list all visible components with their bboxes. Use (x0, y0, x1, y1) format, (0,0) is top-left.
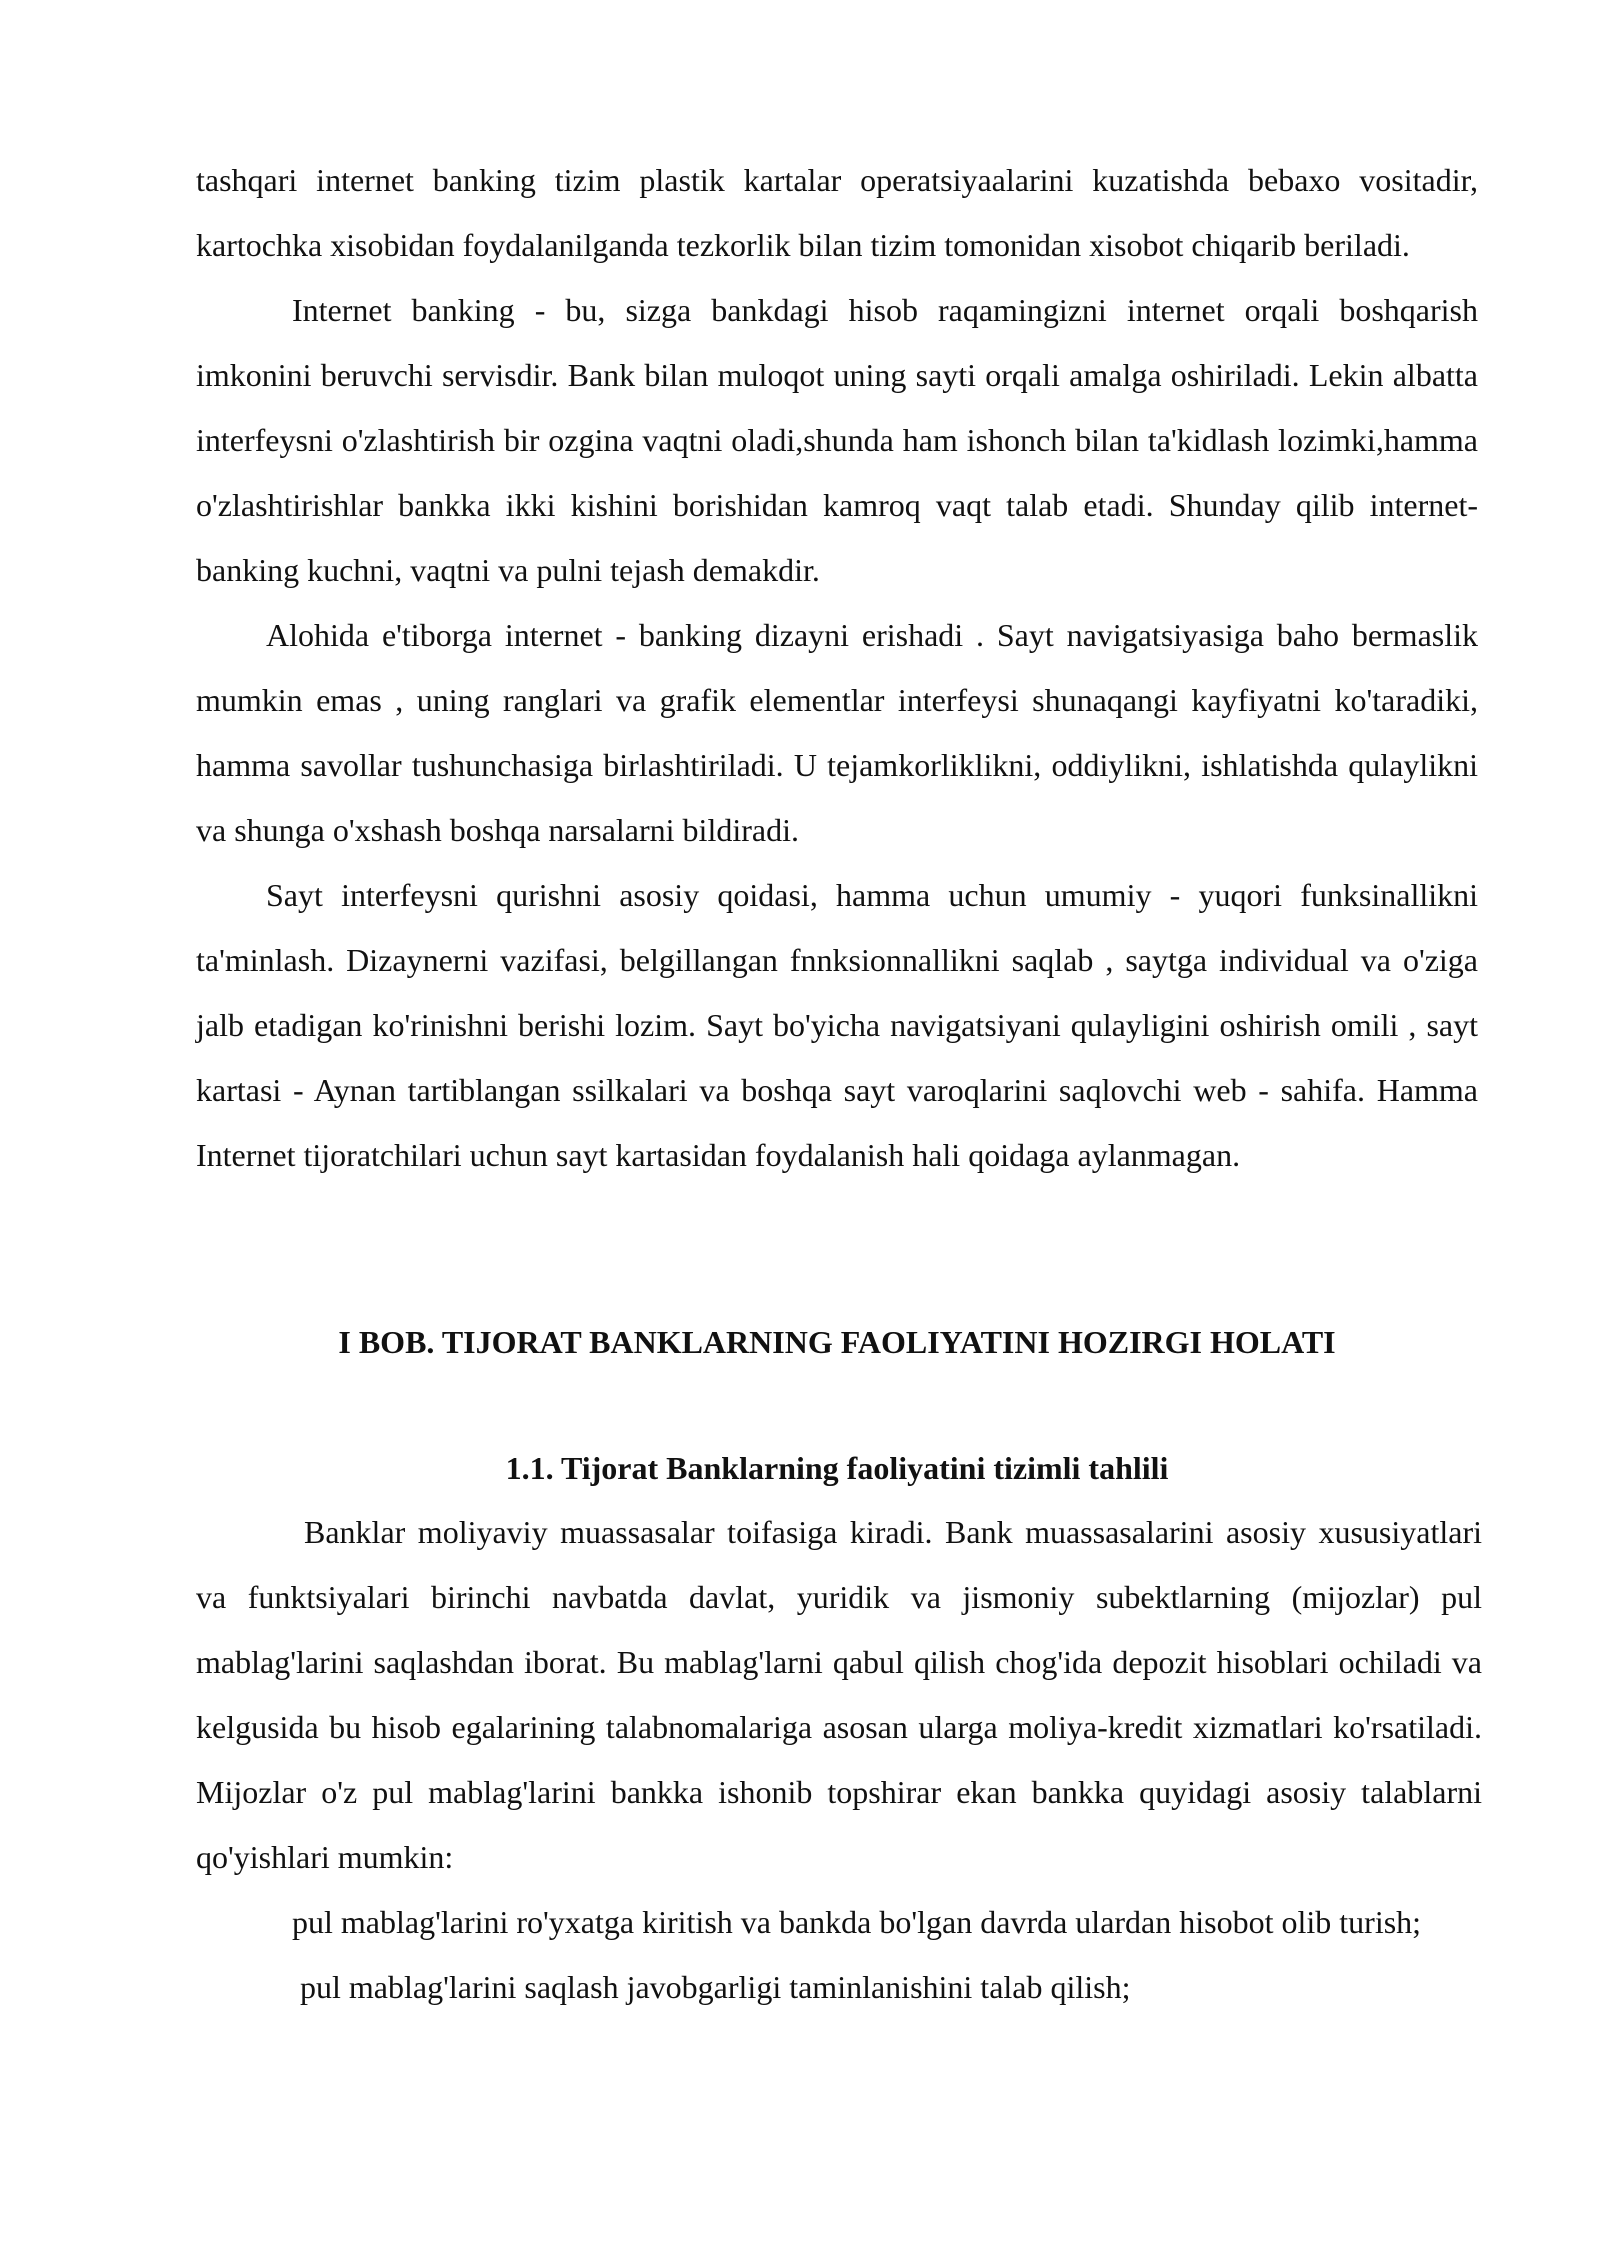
list-item: pul mablag'larini saqlash javobgarligi taminlanishini talab qilish; (300, 1969, 1131, 2005)
paragraph-banks: Banklar moliyaviy muassasalar toifasiga kiradi. Bank muassasalarini asosiy xususiyatlari va funktsiyalari birinchi navbatda davlat, yuridik va jismoniy subektlarning (mijozlar) pul mablag'larini saqlashdan iborat. Bu mablag'larni qabul qilish chog'ida depozit hisoblari ochiladi va kelgusida bu hisob egalarining talabnomalariga asosan ularga moliya-kredit xizmatlari ko'rsatiladi. Mijozlar o'z pul mablag'larini bankka ishonib topshirar ekan bankka quyidagi asosiy talablarni qo'yishlari mumkin: (196, 1514, 1482, 1875)
section-text-block (196, 1500, 1482, 2020)
paragraph-internet-banking-definition: Internet banking - bu, sizga bankdagi hisob raqamingizni internet orqali boshqarish imkonini beruvchi servisdir. Bank bilan muloqot uning sayti orqali amalga oshiriladi. Lekin albatta interfeysni o'zlashtirish bir ozgina vaqtni oladi,shunda ham ishonch bilan ta'kidlash lozimki,hamma o'zlashtirishlar bankka ikki kishini borishidan kamroq vaqt talab etadi. Shunday qilib internet-banking kuchni, vaqtni va pulni tejash demakdir. (196, 292, 1478, 588)
chapter-title: I BOB. TIJORAT BANKLARNING FAOLIYATINI HOZIRGI HOLATI (338, 1324, 1336, 1360)
intro-text-block (196, 148, 1478, 1188)
list-item: pul mablag'larini ro'yxatga kiritish va bankda bo'lgan davrda ulardan hisobot olib turish; (292, 1904, 1422, 1940)
paragraph-continuation: tashqari internet banking tizim plastik kartalar operatsiyaalarini kuzatishda bebaxo vositadir, kartochka xisobidan foydalanilganda tezkorlik bilan tizim tomonidan xisobot chiqarib beriladi. (196, 162, 1478, 263)
section-title: 1.1. Tijorat Banklarning faoliyatini tizimli tahlili (505, 1450, 1169, 1486)
paragraph-site-interface: Sayt interfeysni qurishni asosiy qoidasi, hamma uchun umumiy - yuqori funksinallikni ta'minlash. Dizaynerni vazifasi, belgillangan fnnksionnallikni saqlab , saytga individual va o'ziga jalb etadigan ko'rinishni berishi lozim. Sayt bo'yicha navigatsiyani qulayligini oshirish omili , sayt kartasi - Aynan tartiblangan ssilkalari va boshqa sayt varoqlarini saqlovchi web - sahifa. Hamma Internet tijoratchilari uchun sayt kartasidan foydalanish hali qoidaga aylanmagan. (196, 877, 1478, 1173)
paragraph-design: Alohida e'tiborga internet - banking dizayni erishadi . Sayt navigatsiyasiga baho bermaslik mumkin emas , uning ranglari va grafik elementlar interfeysi shunaqangi kayfiyatni ko'taradiki, hamma savollar tushunchasiga birlashtiriladi. U tejamkorliklikni, oddiylikni, ishlatishda qulaylikni va shunga o'xshash boshqa narsalarni bildiradi. (196, 617, 1478, 848)
